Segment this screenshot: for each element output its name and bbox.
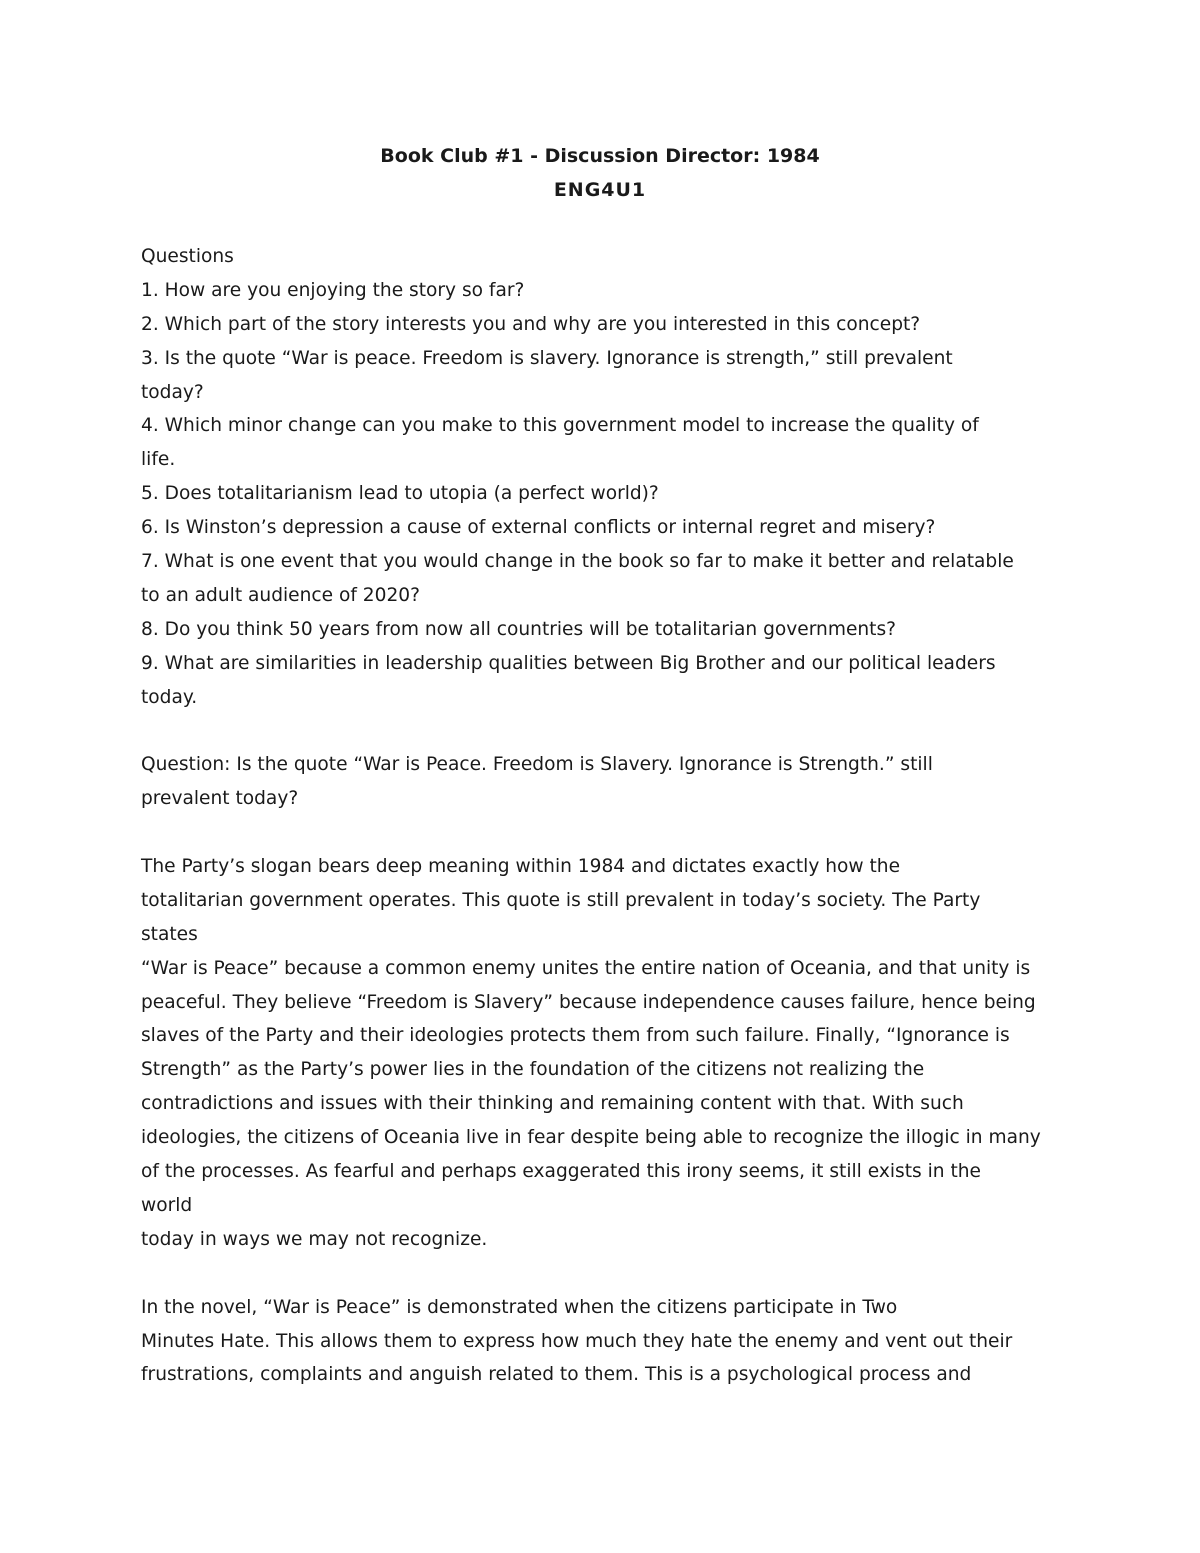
paragraph-line: slaves of the Party and their ideologies protects them from such failure. Finally, “Ignorance is	[141, 1025, 1010, 1047]
document-title: Book Club #1 - Discussion Director: 1984	[380, 145, 820, 167]
question-line: to an adult audience of 2020?	[141, 584, 420, 606]
paragraph-line: ideologies, the citizens of Oceania live in fear despite being able to recognize the illogic in many	[141, 1127, 1041, 1149]
question-line: 4. Which minor change can you make to this government model to increase the quality of	[141, 415, 979, 437]
question-line: today.	[141, 686, 198, 708]
document-body	[141, 240, 1101, 1392]
paragraph-line: world	[141, 1194, 193, 1216]
question-line: 1. How are you enjoying the story so far?	[141, 279, 525, 301]
paragraph-line: The Party’s slogan bears deep meaning within 1984 and dictates exactly how the	[141, 856, 901, 878]
paragraph-line: of the processes. As fearful and perhaps exaggerated this irony seems, it still exists in the	[141, 1161, 981, 1183]
paragraph-line: “War is Peace” because a common enemy unites the entire nation of Oceania, and that unity is	[141, 957, 1031, 979]
spacer	[141, 714, 1101, 748]
question-line: 5. Does totalitarianism lead to utopia (a perfect world)?	[141, 483, 659, 505]
spacer	[141, 1257, 1101, 1291]
question-line: life.	[141, 449, 176, 471]
course-code: ENG4U1	[553, 179, 647, 201]
paragraph-line: contradictions and issues with their thinking and remaining content with that. With such	[141, 1093, 964, 1115]
selected-question-line: Question: Is the quote “War is Peace. Freedom is Slavery. Ignorance is Strength.” still	[141, 754, 933, 776]
question-line: 7. What is one event that you would change in the book so far to make it better and relatable	[141, 551, 1014, 573]
paragraph-line: Minutes Hate. This allows them to express how much they hate the enemy and vent out their	[141, 1330, 1013, 1352]
question-line: today?	[141, 381, 204, 403]
paragraph-line: states	[141, 923, 198, 945]
paragraph-line: Strength” as the Party’s power lies in the foundation of the citizens not realizing the	[141, 1059, 925, 1081]
spacer	[141, 816, 1101, 850]
question-line: 9. What are similarities in leadership qualities between Big Brother and our political leaders	[141, 652, 996, 674]
question-line: 2. Which part of the story interests you and why are you interested in this concept?	[141, 313, 921, 335]
paragraph-line: In the novel, “War is Peace” is demonstrated when the citizens participate in Two	[141, 1296, 898, 1318]
paragraph-line: today in ways we may not recognize.	[141, 1228, 488, 1250]
paragraph-line: frustrations, complaints and anguish related to them. This is a psychological process and	[141, 1364, 972, 1386]
question-line: 6. Is Winston’s depression a cause of external conflicts or internal regret and misery?	[141, 517, 936, 539]
questions-heading: Questions	[141, 246, 234, 267]
paragraph-line: totalitarian government operates. This quote is still prevalent in today’s society. The Party	[141, 889, 981, 911]
question-line: 8. Do you think 50 years from now all countries will be totalitarian governments?	[141, 618, 897, 640]
paragraph-line: peaceful. They believe “Freedom is Slavery” because independence causes failure, hence being	[141, 991, 1036, 1013]
question-line: 3. Is the quote “War is peace. Freedom is slavery. Ignorance is strength,” still prevalent	[141, 347, 953, 369]
selected-question-line: prevalent today?	[141, 788, 299, 810]
